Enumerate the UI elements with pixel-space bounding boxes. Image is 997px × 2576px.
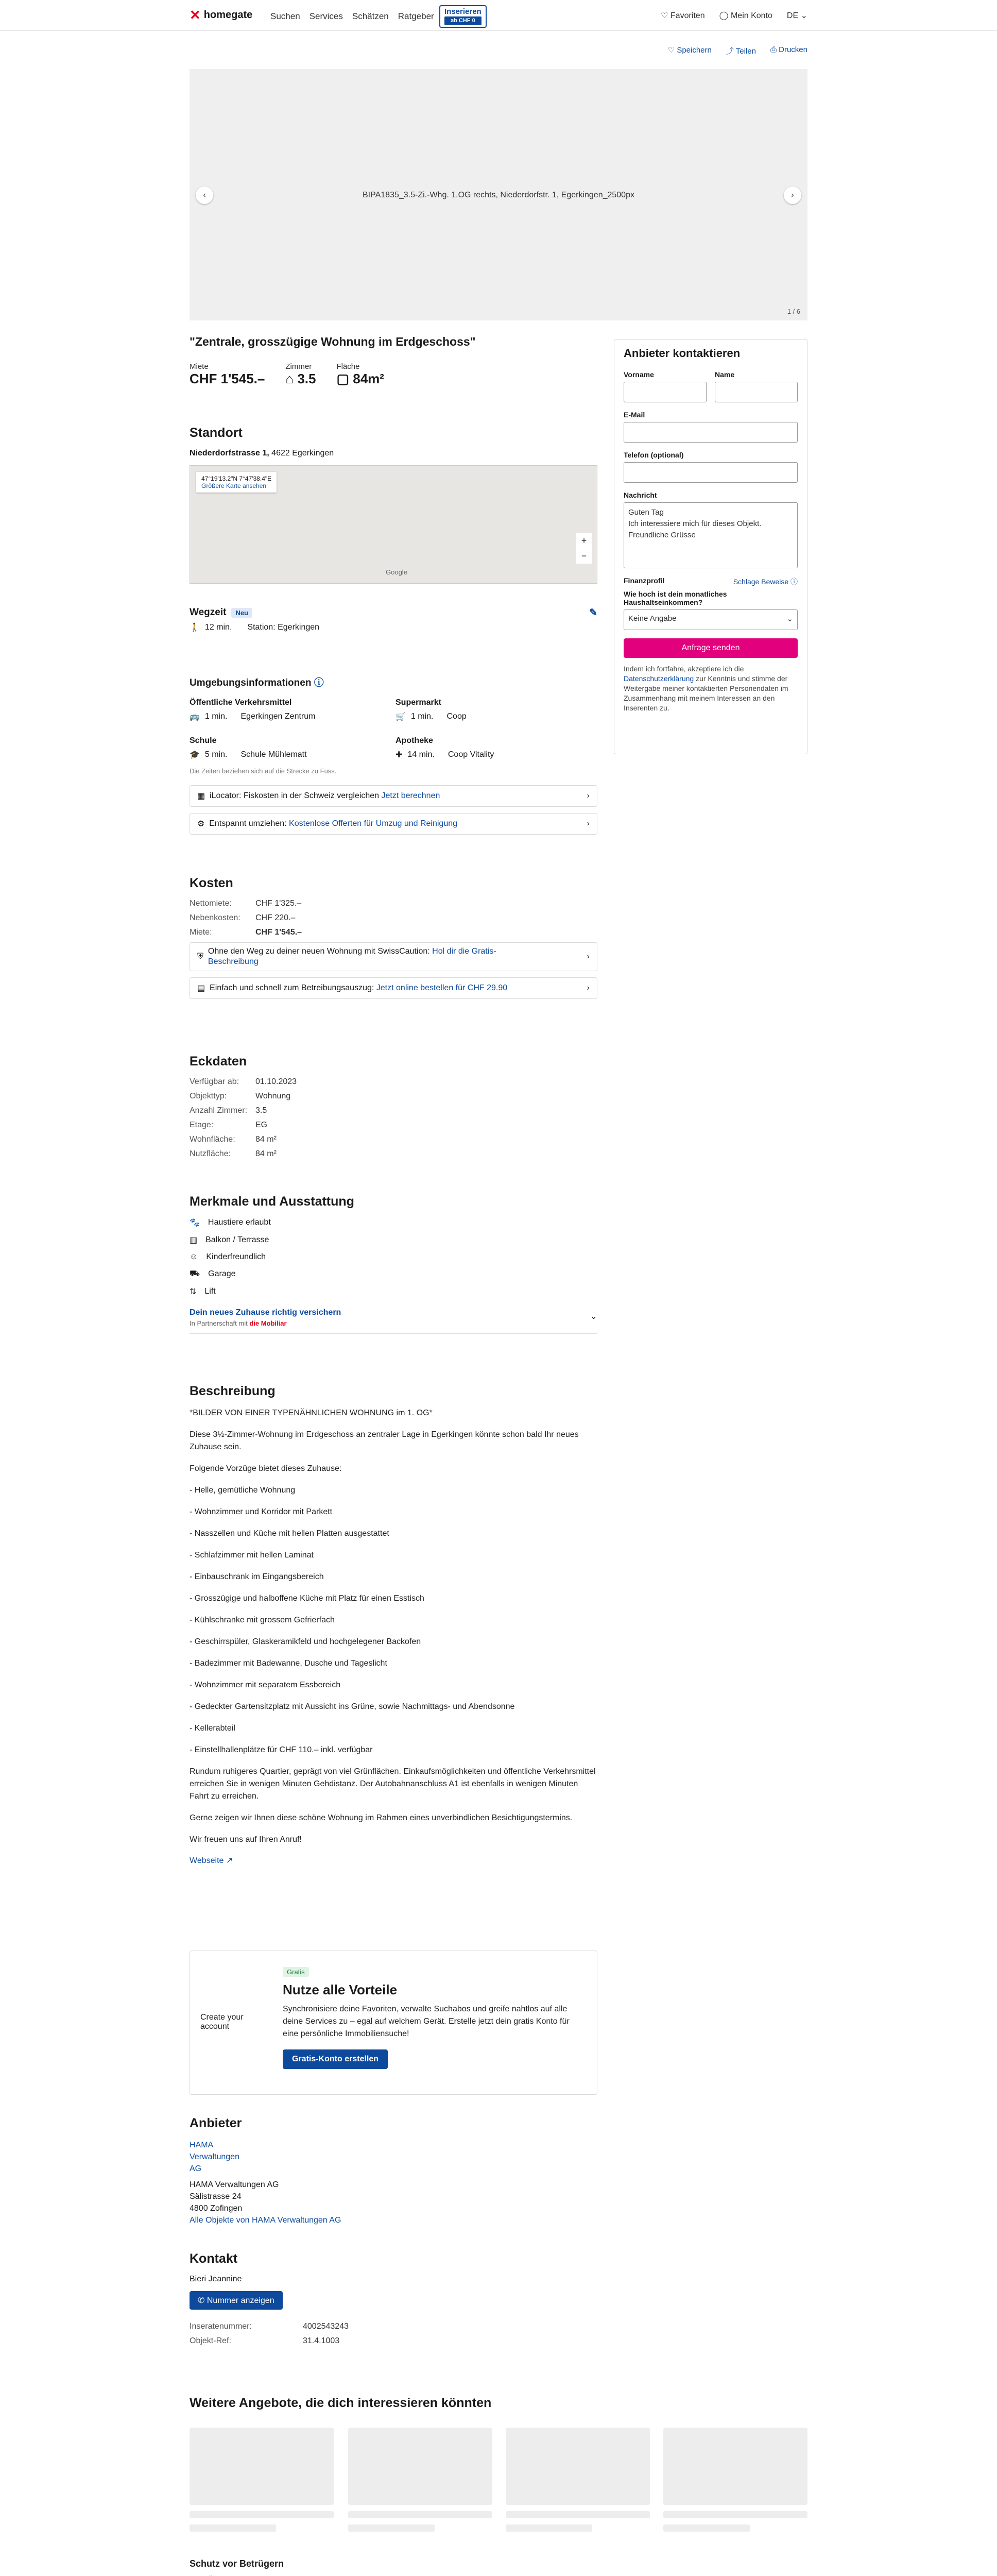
fraud-heading: Schutz vor Betrügern bbox=[190, 2558, 284, 2569]
provider-section: Anbieter HAMA Verwaltungen AG HAMA Verwaltungen AG Sälistrasse 24 4800 Zofingen Alle Objekte von HAMA Verwaltungen AG bbox=[190, 2116, 597, 2226]
costs-section bbox=[190, 876, 597, 1005]
insurance-accordion[interactable]: Dein neues Zuhause richtig versichern In Partnerschaft mit die Mobiliar ⌄ bbox=[190, 1307, 597, 1334]
favorites-link[interactable]: ♡ Favoriten bbox=[661, 11, 705, 20]
income-select[interactable]: Keine Angabe ⌄ bbox=[624, 609, 798, 630]
description-section bbox=[190, 1384, 597, 1866]
user-icon: ◯ bbox=[719, 11, 731, 20]
homegate-logo[interactable]: ✕ homegate bbox=[190, 7, 253, 23]
gallery-prev-button[interactable] bbox=[196, 187, 213, 204]
description-paragraph: Diese 3½-Zimmer-Wohnung im Erdgeschoss an zentraler Lage in Egerkingen könnte schon bald Ihr neues Zuhause sein. bbox=[190, 1430, 579, 1451]
gratis-badge: Gratis bbox=[283, 1967, 309, 1977]
area-icon: ▢ bbox=[336, 371, 353, 386]
chevron-right-icon: › bbox=[587, 819, 590, 828]
surroundings-section: Umgebungsinformationen ⓘ Öffentliche Verkehrsmittel 🚌 1 min. Egerkingen Zentrum Supermarkt 🛒 1 min. Coop Schule 🎓 5 min. Schule Mühlematt Apotheke ✚ 14 min. Coop Vitality Die Zeiten beziehen sich auf die Strecke zu Fuss. ▦ iLocator: Fiskosten in der Schweiz vergleichen Jetzt berechnen › ⚙ Entspannt umziehen: Kostenlose Offerten für Umzug und Reinigung › bbox=[190, 675, 597, 841]
route-section: Wegzeit Neu ✎ 🚶 12 min. Station: Egerkingen bbox=[190, 607, 597, 632]
account-link[interactable]: ◯ Mein Konto bbox=[719, 11, 772, 20]
fact-row: Verfügbar ab: 01.10.2023 bbox=[190, 1077, 297, 1086]
contact-section bbox=[190, 2251, 597, 2351]
area-block: Fläche ▢ 84m² bbox=[336, 362, 384, 386]
document-icon: ▤ bbox=[197, 984, 210, 993]
address: Niederdorfstrasse 1, 4622 Egerkingen bbox=[190, 449, 334, 457]
school-info: Schule 🎓 5 min. Schule Mühlematt bbox=[190, 736, 307, 759]
mobiliar-logo: die Mobiliar bbox=[249, 1319, 287, 1327]
offer-placeholder[interactable] bbox=[348, 2428, 492, 2541]
facts-section bbox=[190, 1054, 597, 1164]
listing-summary bbox=[190, 335, 597, 387]
main-nav bbox=[270, 11, 434, 22]
info-icon[interactable]: ⓘ bbox=[314, 677, 324, 688]
show-number-button[interactable]: ✆ Nummer anzeigen bbox=[190, 2291, 283, 2310]
feature-item: 🐾 Haustiere erlaubt bbox=[190, 1218, 271, 1227]
description-paragraph: - Wohnzimmer und Korridor mit Parkett bbox=[190, 1507, 333, 1516]
moving-icon: ⚙ bbox=[197, 820, 210, 828]
offer-placeholder[interactable] bbox=[506, 2428, 650, 2541]
offer-placeholder[interactable] bbox=[663, 2428, 807, 2541]
info-icon: ⓘ bbox=[790, 578, 798, 586]
fact-row: Wohnfläche: 84 m² bbox=[190, 1135, 277, 1144]
rooms-icon: ⌂ bbox=[285, 371, 298, 386]
nav-services[interactable]: Services bbox=[309, 11, 343, 21]
feature-item: ⛟ Garage bbox=[190, 1269, 236, 1278]
chevron-right-icon: › bbox=[587, 952, 590, 961]
cost-row: Miete: CHF 1'545.– bbox=[190, 928, 302, 937]
promo-moving[interactable]: ⚙ Entspannt umziehen: Kostenlose Offerten für Umzug und Reinigung › bbox=[190, 813, 597, 835]
cost-row: Nettomiete: CHF 1'325.– bbox=[190, 899, 302, 908]
message-textarea[interactable]: Guten Tag Ich interessiere mich für dieses Objekt. Freundliche Grüsse bbox=[624, 502, 798, 568]
description-paragraph: - Gedeckter Gartensitzplatz mit Aussicht ins Grüne, sowie Nachmittags- und Abendsonne bbox=[190, 1702, 515, 1711]
gallery-caption: BIPA1835_3.5-Zi.-Whg. 1.OG rechts, Niederdorfstr. 1, Egerkingen_2500px bbox=[363, 191, 634, 199]
description-paragraph: - Grosszügige und halboffene Küche mit Platz für einen Esstisch bbox=[190, 1594, 424, 1603]
fact-row: Etage: EG bbox=[190, 1121, 268, 1129]
contact-form: Anbieter kontaktieren Vorname Name E-Mail Telefon (optional) Nachricht Guten Tag Ich interessiere mich für dieses Objekt. Freundliche Grüsse Finanzprofil Schlage Beweise ⓘ Wie hoch ist dein monatliches Haushaltseinkommen? Keine Angabe ⌄ Anfrage senden Indem ich fortfahre, akzeptiere ich die Datenschutzerklärung zur Kenntnis und stimme der Weitergabe meiner kontaktierten Personendaten im Zusammenhang mit meinem Interessen an den Inserenten zu. bbox=[614, 339, 807, 754]
external-link-icon: ↗ bbox=[226, 1856, 233, 1865]
map-credit: Google bbox=[386, 568, 407, 576]
features-heading: Merkmale und Ausstattung bbox=[190, 1194, 354, 1209]
lift-icon: ⇅ bbox=[190, 1287, 197, 1296]
provider-name-link[interactable]: HAMA Verwaltungen AG bbox=[190, 2141, 239, 2173]
promo-ilocator[interactable]: ▦ iLocator: Fiskosten in der Schweiz vergleichen Jetzt berechnen › bbox=[190, 785, 597, 807]
map-coords: 47°19'13.2"N 7°47'38.4"E bbox=[201, 475, 272, 482]
walk-icon: 🚶 bbox=[190, 623, 200, 632]
map-larger-link[interactable]: Größere Karte ansehen bbox=[201, 482, 267, 489]
feature-item: ⇅ Lift bbox=[190, 1287, 216, 1296]
description-paragraph: - Einbauschrank im Eingangsbereich bbox=[190, 1572, 324, 1581]
description-paragraph: *BILDER VON EINER TYPENÄHNLICHEN WOHNUNG im 1. OG* bbox=[190, 1409, 433, 1417]
location-heading: Standort bbox=[190, 426, 243, 440]
account-promo-left: Create your account bbox=[200, 2013, 244, 2031]
description-paragraph: - Einstellhallenplätze für CHF 110.– inkl. verfügbar bbox=[190, 1745, 373, 1754]
fact-row: Nutzfläche: 84 m² bbox=[190, 1149, 277, 1158]
map-zoom-controls[interactable]: + − bbox=[576, 533, 592, 564]
promo-debt-extract[interactable]: ▤ Einfach und schnell zum Betreibungsauszug: Jetzt online bestellen für CHF 29.90 › bbox=[190, 977, 597, 999]
website-link[interactable]: Webseite ↗ bbox=[190, 1856, 233, 1865]
fact-row: Objekttyp: Wohnung bbox=[190, 1092, 291, 1100]
fact-row: Anzahl Zimmer: 3.5 bbox=[190, 1106, 267, 1115]
description-paragraph: - Badezimmer mit Badewanne, Dusche und Tageslicht bbox=[190, 1659, 387, 1668]
header-right bbox=[661, 10, 807, 21]
school-icon: 🎓 bbox=[190, 751, 200, 759]
nav-suchen[interactable]: Suchen bbox=[270, 11, 300, 21]
share-icon: ⤴ bbox=[726, 47, 736, 56]
heart-icon: ♡ bbox=[661, 11, 671, 20]
account-promo-box bbox=[190, 1951, 597, 2095]
account-promo-title: Nutze alle Vorteile bbox=[283, 1982, 398, 1997]
gallery-next-button[interactable] bbox=[784, 187, 801, 204]
location-section bbox=[190, 426, 597, 584]
phone-field[interactable] bbox=[624, 462, 798, 483]
description-paragraph: - Schlafzimmer mit hellen Laminat bbox=[190, 1551, 314, 1560]
all-objects-link[interactable]: Alle Objekte von HAMA Verwaltungen AG bbox=[190, 2216, 341, 2225]
costs-heading: Kosten bbox=[190, 876, 233, 890]
contact-heading: Kontakt bbox=[190, 2251, 238, 2266]
facts-heading: Eckdaten bbox=[190, 1054, 247, 1069]
save-button[interactable]: ♡ Speichern bbox=[667, 46, 712, 55]
paw-icon: 🐾 bbox=[190, 1218, 200, 1227]
rent-block: Miete CHF 1'545.– bbox=[190, 362, 265, 386]
pharmacy-icon: ✚ bbox=[396, 751, 403, 759]
more-offers-heading: Weitere Angebote, die dich interessieren könnten bbox=[190, 2396, 492, 2410]
account-promo-text: Synchronisiere deine Favoriten, verwalte Suchabos und greife nahtlos auf alle deine Services zu – egal auf welchem Gerät. Erstelle jetzt dein gratis Konto für eine persönliche Immobiliensuche! bbox=[283, 2005, 570, 2038]
description-paragraph: Rundum ruhigeres Quartier, geprägt von viel Grünflächen. Einkaufsmöglichkeiten und öffentliche Verkehrsmittel erreichen Sie in wenigen Minuten Gehdistanz. Der Autobahnanschluss A1 ist ebenfalls in wenigen Minuten Fahrt zu erreichen. bbox=[190, 1767, 596, 1801]
logo-x-icon: ✕ bbox=[190, 7, 201, 23]
promo-swisscaution[interactable]: ⛨ Ohne den Weg zu deiner neuen Wohnung mit SwissCaution: Hol dir die Gratis-Beschreibung › bbox=[190, 942, 597, 971]
email-field[interactable] bbox=[624, 422, 798, 443]
description-paragraph: - Kellerabteil bbox=[190, 1724, 235, 1733]
provider-heading: Anbieter bbox=[190, 2116, 242, 2130]
chevron-left-icon: ‹ bbox=[203, 191, 206, 199]
last-name-input[interactable] bbox=[715, 382, 798, 402]
image-gallery[interactable] bbox=[190, 69, 807, 320]
cost-row: Nebenkosten: CHF 220.– bbox=[190, 913, 296, 922]
chevron-right-icon: › bbox=[587, 984, 590, 992]
calculator-icon: ▦ bbox=[197, 792, 210, 801]
share-button[interactable]: ⤴ Teilen bbox=[726, 47, 756, 56]
feature-item: ▥ Balkon / Terrasse bbox=[190, 1235, 269, 1245]
insert-badge: ab CHF 0 bbox=[444, 16, 482, 25]
description-paragraph: - Geschirrspüler, Glaskeramikfeld und hochgelegener Backofen bbox=[190, 1637, 421, 1646]
cart-icon: 🛒 bbox=[396, 713, 406, 721]
chevron-down-icon: ⌄ bbox=[786, 615, 793, 623]
contact-form-heading: Anbieter kontaktieren bbox=[624, 347, 741, 360]
map-info-box bbox=[196, 472, 277, 493]
send-request-button[interactable]: Anfrage senden bbox=[624, 638, 798, 658]
description-paragraph: - Wohnzimmer mit separatem Essbereich bbox=[190, 1681, 341, 1689]
description-heading: Beschreibung bbox=[190, 1384, 276, 1398]
description-paragraph: - Nasszellen und Küche mit hellen Platten ausgestattet bbox=[190, 1529, 389, 1538]
chevron-right-icon: › bbox=[587, 791, 590, 800]
supermarket-info: Supermarkt 🛒 1 min. Coop bbox=[396, 698, 467, 721]
listing-actions bbox=[668, 45, 807, 56]
offer-placeholder[interactable] bbox=[190, 2428, 334, 2541]
map[interactable] bbox=[190, 465, 597, 584]
balcony-icon: ▥ bbox=[190, 1236, 198, 1245]
create-account-button[interactable]: Gratis-Konto erstellen bbox=[283, 2049, 388, 2069]
print-button[interactable]: ⎙ Drucken bbox=[770, 45, 807, 54]
heart-icon: ♡ bbox=[667, 46, 677, 55]
description-body bbox=[190, 1407, 597, 1846]
garage-icon: ⛟ bbox=[190, 1269, 200, 1278]
top-header bbox=[0, 0, 997, 31]
bus-icon: 🚌 bbox=[190, 713, 200, 721]
finance-link[interactable]: Schlage Beweise ⓘ bbox=[733, 578, 798, 586]
pharmacy-info: Apotheke ✚ 14 min. Coop Vitality bbox=[396, 736, 494, 759]
ref-row: Inseratenummer: 4002543243 bbox=[190, 2322, 349, 2331]
contact-disclaimer: Indem ich fortfahre, akzeptiere ich die Datenschutzerklärung zur Kenntnis und stimme der Weitergabe meiner kontaktierten Personendaten im Zusammenhang mit meinem Interessen an den Inserenten zu. bbox=[624, 665, 788, 712]
new-badge: Neu bbox=[231, 608, 252, 618]
description-paragraph: - Helle, gemütliche Wohnung bbox=[190, 1486, 296, 1495]
features-section bbox=[190, 1194, 597, 1334]
description-paragraph: Wir freuen uns auf Ihren Anruf! bbox=[190, 1835, 302, 1844]
fraud-section bbox=[190, 2558, 597, 2576]
phone-icon: ✆ bbox=[198, 2296, 207, 2305]
nav-ratgeber[interactable]: Ratgeber bbox=[398, 11, 434, 21]
surroundings-note: Die Zeiten beziehen sich auf die Strecke zu Fuss. bbox=[190, 767, 337, 775]
rooms-block: Zimmer ⌂ 3.5 bbox=[285, 362, 316, 386]
contact-person: Bieri Jeannine bbox=[190, 2275, 242, 2283]
gallery-counter: 1 / 6 bbox=[787, 308, 800, 315]
print-icon: ⎙ bbox=[770, 45, 779, 54]
description-paragraph: - Kühlschranke mit grossem Gefrierfach bbox=[190, 1616, 335, 1624]
child-icon: ☺ bbox=[190, 1252, 198, 1261]
description-paragraph: Gerne zeigen wir Ihnen diese schöne Wohnung im Rahmen eines unverbindlichen Besichtigungstermins. bbox=[190, 1814, 573, 1822]
ref-row: Objekt-Ref: 31.4.1003 bbox=[190, 2336, 340, 2345]
language-select[interactable]: DE ⌄ bbox=[786, 11, 807, 20]
listing-title: "Zentrale, grosszügige Wohnung im Erdgeschoss" bbox=[190, 335, 476, 348]
description-paragraph: Folgende Vorzüge bietet dieses Zuhause: bbox=[190, 1464, 342, 1473]
transport-info: Öffentliche Verkehrsmittel 🚌 1 min. Egerkingen Zentrum bbox=[190, 698, 316, 721]
chevron-down-icon: ⌄ bbox=[590, 1311, 597, 1321]
chevron-right-icon: › bbox=[791, 191, 794, 199]
feature-item: ☺ Kinderfreundlich bbox=[190, 1252, 266, 1261]
first-name-input[interactable] bbox=[624, 382, 707, 402]
edit-icon[interactable]: ✎ bbox=[589, 607, 597, 618]
insert-button[interactable]: Inserieren ab CHF 0 bbox=[439, 5, 487, 28]
shield-icon: ⛨ bbox=[197, 952, 208, 961]
nav-schaetzen[interactable]: Schätzen bbox=[352, 11, 389, 21]
